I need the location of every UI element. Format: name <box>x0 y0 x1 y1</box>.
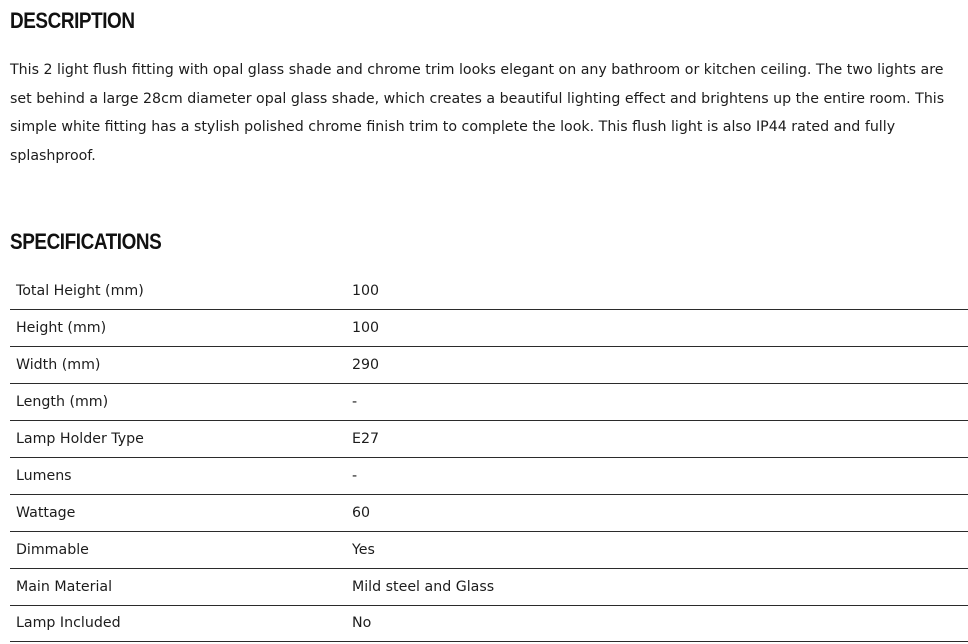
spec-value: 100 <box>352 320 380 337</box>
spec-value: Mild steel and Glass <box>352 578 495 595</box>
spec-value: 290 <box>352 357 380 374</box>
spec-label: Length (mm) <box>16 394 109 411</box>
spec-value: 60 <box>352 504 371 521</box>
spec-label: Height (mm) <box>16 320 107 337</box>
spec-row-lamp-holder-type <box>10 421 968 458</box>
spec-row-total-height <box>10 273 968 310</box>
spec-row-main-material <box>10 568 968 605</box>
spec-row-width <box>10 347 968 384</box>
spec-row-lumens <box>10 457 968 494</box>
spec-value: - <box>352 467 358 484</box>
spec-label: Dimmable <box>16 541 89 558</box>
spec-row-lamp-included <box>10 605 968 642</box>
specifications-heading: SPECIFICATIONS <box>10 229 162 254</box>
spec-label: Main Material <box>16 578 113 595</box>
description-heading: DESCRIPTION <box>10 8 135 33</box>
specifications-table <box>10 273 968 642</box>
spec-label: Lamp Holder Type <box>16 431 144 447</box>
spec-label: Width (mm) <box>16 357 101 374</box>
spec-value: E27 <box>352 431 380 447</box>
spec-label: Total Height (mm) <box>16 283 144 300</box>
spec-value: 100 <box>352 283 380 300</box>
spec-value: No <box>352 615 372 632</box>
spec-row-wattage <box>10 494 968 531</box>
spec-row-length <box>10 384 968 421</box>
spec-value: - <box>352 394 358 411</box>
spec-value: Yes <box>352 541 375 558</box>
description-text: This 2 light flush fitting with opal glass shade and chrome trim looks elegant on any bathroom or kitchen ceiling. The two lights are set behind a large 28cm diameter opal glass shade, which creates a beautiful lighting effect and brightens up the entire room. This simple white fitting has a stylish polished chrome finish trim to complete the look. This flush light is also IP44 rated and fully splashproof. <box>10 62 945 165</box>
spec-row-dimmable <box>10 531 968 568</box>
spec-label: Wattage <box>16 504 76 521</box>
spec-row-height <box>10 310 968 347</box>
spec-label: Lumens <box>16 467 72 484</box>
spec-label: Lamp Included <box>16 615 121 632</box>
